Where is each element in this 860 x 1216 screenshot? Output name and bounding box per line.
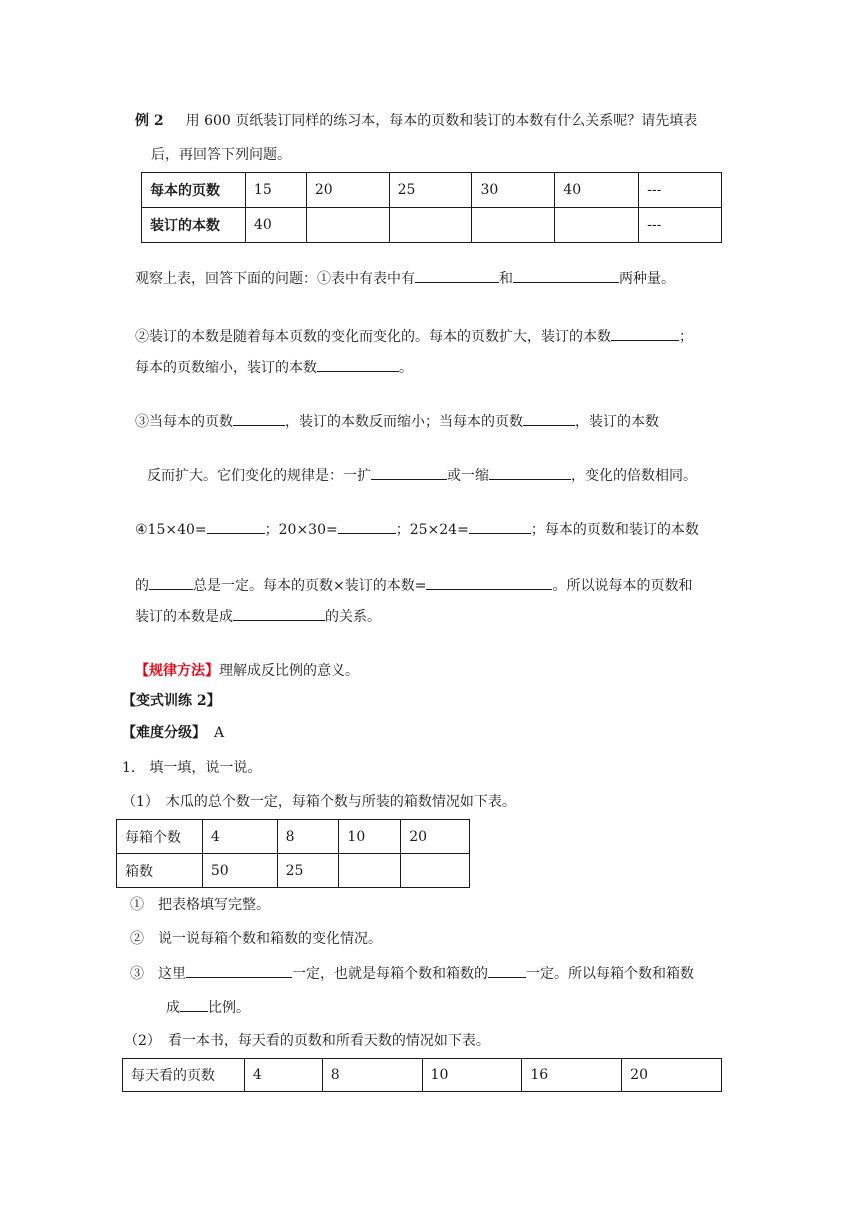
question-4-line-3 <box>135 606 381 627</box>
sub-question-2: （2） 看一本书，每天看的页数和所看天数的情况如下表。 <box>124 1033 490 1049</box>
table-cell: 30 <box>472 173 555 208</box>
table-cell: --- <box>639 208 722 243</box>
table-row <box>117 820 470 854</box>
table-cell: 8 <box>277 820 339 854</box>
example-text-1: 用 600 页纸装订同样的练习本，每本的页数和装订的本数有什么关系呢？请先填表 <box>185 113 698 129</box>
q2-text-a: ②装订的本数是随着每本页数的变化而变化的。每本的页数扩大，装订的本数 <box>135 329 611 345</box>
c3-text-a: ③ 这里 <box>130 966 186 982</box>
pages-table <box>122 1058 722 1092</box>
example-line-2: 后，再回答下列问题。 <box>151 147 291 163</box>
question-3-line-1 <box>135 411 659 432</box>
answer-blank[interactable] <box>180 997 208 1012</box>
q4-text-f: 总是一定。每本的页数×装订的本数= <box>193 578 427 594</box>
table-cell: 15 <box>245 173 306 208</box>
c3-text-d: 成 <box>166 1000 180 1016</box>
table-cell: 16 <box>522 1059 622 1092</box>
method-tag: 【规律方法】 <box>135 663 219 679</box>
table-cell[interactable] <box>389 208 472 243</box>
q2-text-d: 。 <box>399 360 413 376</box>
q4-text-c: ；25×24= <box>395 522 469 538</box>
question-4-line-2 <box>135 575 692 596</box>
q3-text-a: ③当每本的页数 <box>135 414 233 430</box>
c3-text-b: 一定，也就是每箱个数和箱数的 <box>292 966 488 982</box>
difficulty-tag: 【难度分级】 <box>122 725 206 741</box>
table-cell: 箱数 <box>117 854 203 888</box>
table-cell: 25 <box>277 854 339 888</box>
answer-blank[interactable] <box>611 326 679 341</box>
table-row <box>142 208 722 243</box>
table-cell[interactable] <box>306 208 389 243</box>
question-1 <box>135 268 675 289</box>
question-2-line-2 <box>135 357 413 378</box>
answer-blank[interactable] <box>317 357 399 372</box>
example-label: 例 2 <box>135 113 164 129</box>
q4-text-b: ；20×30= <box>264 522 338 538</box>
table-row <box>142 173 722 208</box>
table-cell[interactable] <box>339 854 401 888</box>
method-text: 理解成反比例的意义。 <box>219 663 359 679</box>
boxes-table <box>116 819 470 888</box>
q3-text-f: ，变化的倍数相同。 <box>571 468 697 484</box>
table-cell: 每本的页数 <box>142 173 246 208</box>
q3-text-e: 或一缩 <box>447 468 489 484</box>
table-cell[interactable] <box>555 208 639 243</box>
answer-blank[interactable] <box>523 411 575 426</box>
answer-blank[interactable] <box>415 268 499 283</box>
table-cell: 25 <box>389 173 472 208</box>
table-cell: --- <box>639 173 722 208</box>
table-cell: 每天看的页数 <box>123 1059 245 1092</box>
table-cell: 8 <box>322 1059 422 1092</box>
answer-blank[interactable] <box>207 519 265 534</box>
q1-text-c: 两种量。 <box>619 271 675 287</box>
answer-blank[interactable] <box>513 268 619 283</box>
question-3-line-2 <box>147 465 697 486</box>
table-cell: 10 <box>422 1059 522 1092</box>
answer-blank[interactable] <box>338 519 396 534</box>
instruction-3-line-1 <box>130 963 694 984</box>
table-cell: 每箱个数 <box>117 820 203 854</box>
table-cell: 10 <box>339 820 401 854</box>
instruction-1: ① 把表格填写完整。 <box>130 897 270 913</box>
table-cell: 4 <box>244 1059 322 1092</box>
table-row <box>117 854 470 888</box>
q1-text-a: 观察上表，回答下面的问题：①表中有表中有 <box>135 271 415 287</box>
instruction-2: ② 说一说每箱个数和箱数的变化情况。 <box>130 931 382 947</box>
answer-blank[interactable] <box>371 465 447 480</box>
table-row <box>123 1059 722 1092</box>
answer-blank[interactable] <box>488 963 526 978</box>
answer-blank[interactable] <box>149 575 193 590</box>
table-cell: 20 <box>306 173 389 208</box>
answer-blank[interactable] <box>426 575 552 590</box>
table-cell: 4 <box>202 820 277 854</box>
method-line <box>135 661 359 681</box>
example-line-1 <box>135 111 697 131</box>
q2-text-b: ； <box>679 329 693 345</box>
variant-title: 【变式训练 2】 <box>122 693 221 709</box>
table-cell: 20 <box>622 1059 722 1092</box>
q4-text-h: 装订的本数是成 <box>135 609 233 625</box>
table-cell: 50 <box>202 854 277 888</box>
answer-blank[interactable] <box>489 465 571 480</box>
sub-question-1: （1） 木瓜的总个数一定，每箱个数与所装的箱数情况如下表。 <box>122 794 516 810</box>
q3-text-c: ，装订的本数 <box>575 414 659 430</box>
question-4-line-1 <box>135 519 699 540</box>
q2-text-c: 每本的页数缩小，装订的本数 <box>135 360 317 376</box>
table-cell: 20 <box>401 820 470 854</box>
q4-text-i: 的关系。 <box>325 609 381 625</box>
q3-text-d: 反而扩大。它们变化的规律是：一扩 <box>147 468 371 484</box>
q4-text-a: ④15×40= <box>135 522 207 538</box>
item-1: 1． 填一填，说一说。 <box>122 760 262 776</box>
c3-text-e: 比例。 <box>208 1000 250 1016</box>
answer-blank[interactable] <box>186 963 292 978</box>
difficulty-line <box>122 723 224 743</box>
table-cell: 装订的本数 <box>142 208 246 243</box>
q4-text-g: 。所以说每本的页数和 <box>552 578 693 594</box>
q4-text-e: 的 <box>135 578 149 594</box>
answer-blank[interactable] <box>233 606 325 621</box>
difficulty-value: A <box>214 725 225 741</box>
instruction-3-line-2 <box>166 997 250 1018</box>
table-cell[interactable] <box>401 854 470 888</box>
question-2-line-1 <box>135 326 693 347</box>
answer-blank[interactable] <box>469 519 531 534</box>
example-table <box>141 172 722 243</box>
table-cell[interactable] <box>472 208 555 243</box>
q1-text-b: 和 <box>499 271 513 287</box>
table-cell: 40 <box>555 173 639 208</box>
c3-text-c: 一定。所以每箱个数和箱数 <box>526 966 694 982</box>
table-cell: 40 <box>245 208 306 243</box>
answer-blank[interactable] <box>233 411 285 426</box>
q4-text-d: ；每本的页数和装订的本数 <box>530 522 699 538</box>
q3-text-b: ，装订的本数反而缩小；当每本的页数 <box>285 414 523 430</box>
